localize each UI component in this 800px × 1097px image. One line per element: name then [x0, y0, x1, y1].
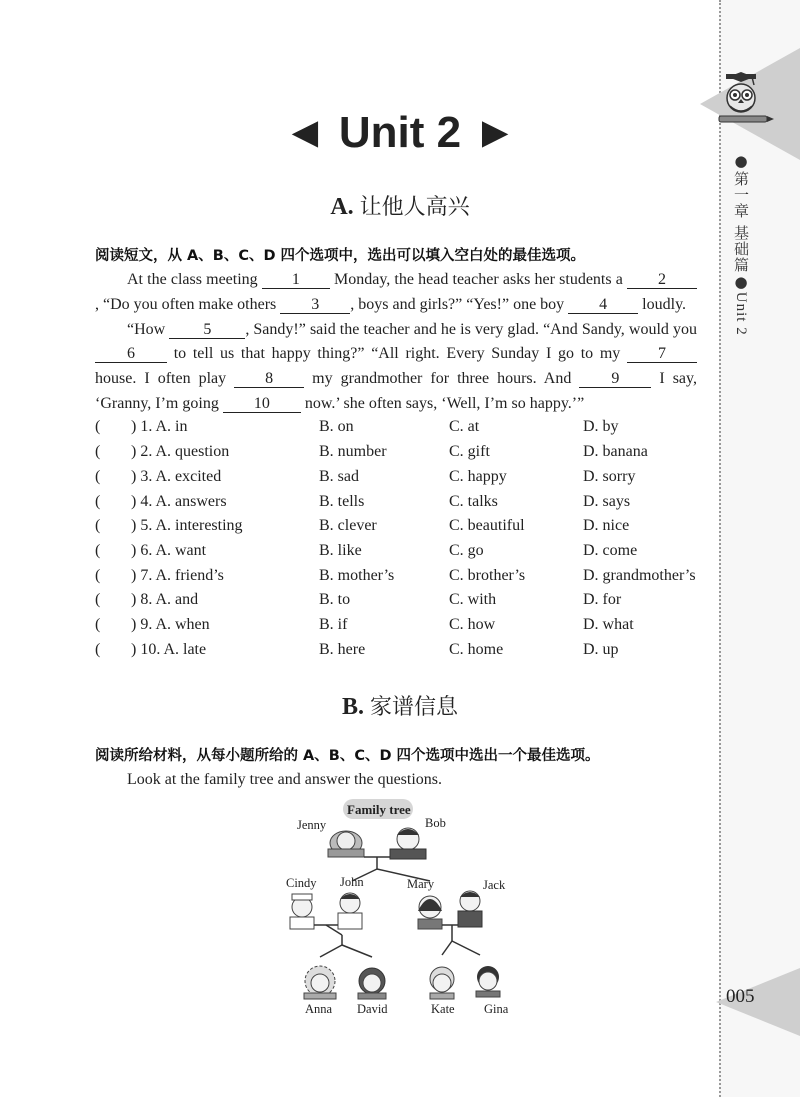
blank-1: 1: [262, 272, 330, 289]
question-row: ( ) 10. A. late B. here C. home D. up: [95, 641, 619, 658]
chapter-text: ●第一章 基础篇●: [732, 152, 750, 292]
jack-avatar: [458, 891, 482, 927]
question-row: ( ) 4. A. answers B. tells C. talks D. says: [95, 493, 631, 510]
question-row: ( ) 6. A. want B. like C. go D. come: [95, 542, 638, 559]
chapter-side-label: [730, 152, 752, 336]
family-tree-label: Family tree: [347, 802, 411, 817]
blank-6: 6: [95, 346, 167, 363]
label-gina: Gina: [484, 1002, 509, 1016]
section-a-heading: A. 让他人高兴: [330, 194, 470, 220]
blank-3: 3: [280, 297, 350, 314]
question-row: ( ) 2. A. question B. number C. gift D. banana: [95, 443, 648, 460]
blank-9: 9: [579, 371, 651, 388]
label-kate: Kate: [431, 1002, 455, 1016]
mary-avatar: [418, 896, 442, 929]
passage-paragraph-2: “How 5 , Sandy!” said the teacher and he is very glad. “And Sandy, would you 6 to tell us that happy thing?” “All right. Every Sunday I go to my 7 house. I often play 8 my grandmother for three hours. And 9 I say, ‘Granny, I’m going 10 now.’ she often says, ‘Well, I’m so happy.’”: [95, 320, 697, 412]
question-row: ( ) 7. A. friend’s B. mother’s C. brother’s D. grandmother’s: [95, 567, 696, 584]
passage-paragraph-1: At the class meeting 1 Monday, the head teacher asks her students a 2, “Do you often make others 3 , boys and girls?” “Yes!” one boy 4 loudly.: [95, 268, 697, 318]
question-row: ( ) 5. A. interesting B. clever C. beautiful D. nice: [95, 517, 630, 534]
john-avatar: [338, 893, 362, 929]
label-jenny: Jenny: [297, 818, 327, 832]
perforation-line: [719, 0, 721, 1097]
grandfather-bob-avatar: [390, 828, 426, 859]
label-cindy: Cindy: [286, 876, 317, 890]
section-a-instruction: 阅读短文，从 A、B、C、D 四个选项中，选出可以填入空白处的最佳选项。: [95, 248, 586, 264]
page-title: ◄ Unit 2 ►: [283, 108, 517, 157]
blank-7: 7: [627, 346, 697, 363]
section-b-heading: B. 家谱信息: [341, 694, 459, 720]
label-mary: Mary: [407, 877, 435, 891]
label-jack: Jack: [483, 878, 506, 892]
kate-avatar: [430, 967, 454, 999]
question-row: ( ) 3. A. excited B. sad C. happy D. sorry: [95, 468, 636, 485]
label-anna: Anna: [305, 1002, 333, 1016]
blank-5: 5: [169, 322, 245, 339]
question-row: ( ) 1. A. in B. on C. at D. by: [95, 418, 619, 435]
david-avatar: [358, 968, 386, 999]
blank-2: 2: [627, 272, 697, 289]
question-row: ( ) 8. A. and B. to C. with D. for: [95, 591, 622, 608]
blank-8: 8: [234, 371, 304, 388]
anna-avatar: [304, 966, 336, 999]
gina-avatar: [476, 966, 500, 997]
cloze-passage: [95, 268, 697, 417]
section-b-intro: Look at the family tree and answer the questions.: [127, 771, 443, 788]
cindy-avatar: [290, 894, 314, 929]
blank-4: 4: [568, 297, 638, 314]
label-bob: Bob: [425, 816, 446, 830]
section-b-instruction: 阅读所给材料，从每小题所给的 A、B、C、D 四个选项中选出一个最佳选项。: [95, 748, 600, 764]
blank-10: 10: [223, 396, 301, 413]
label-david: David: [357, 1002, 388, 1016]
question-row: ( ) 9. A. when B. if C. how D. what: [95, 616, 634, 633]
label-john: John: [340, 875, 364, 889]
unit-side-text: Unit 2: [733, 291, 749, 336]
grandmother-jenny-avatar: [328, 831, 364, 857]
page-number: 005: [726, 986, 755, 1007]
